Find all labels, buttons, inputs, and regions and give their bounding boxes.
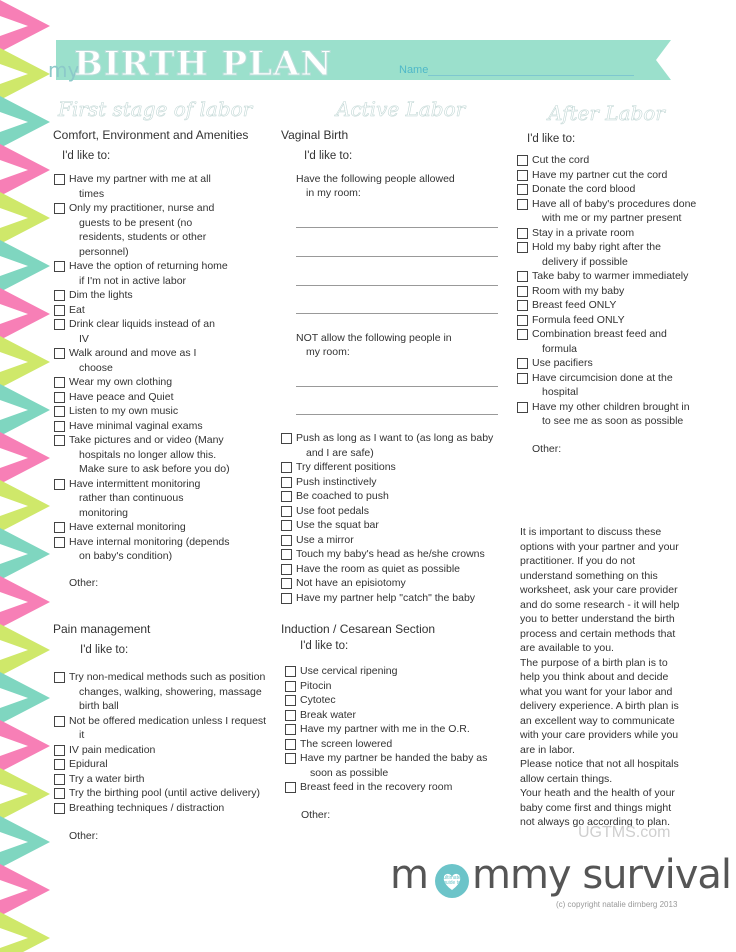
checklist-item bbox=[281, 475, 506, 490]
checklist-item-text: Have my partner be handed the baby as bbox=[300, 752, 488, 764]
checkbox[interactable] bbox=[285, 710, 296, 721]
checklist-item bbox=[517, 371, 702, 400]
chevron-stripe bbox=[0, 528, 50, 580]
checkbox[interactable] bbox=[517, 286, 528, 297]
checklist-item-text: Have intermittent monitoring bbox=[69, 477, 201, 490]
checklist-item-text: Use cervical ripening bbox=[300, 665, 398, 677]
checklist-item-text: Have peace and Quiet bbox=[69, 390, 174, 403]
checklist-item bbox=[285, 664, 510, 679]
checkbox[interactable] bbox=[517, 242, 528, 253]
checklist-item bbox=[285, 708, 510, 723]
checklist-item-text: Push as long as I want to (as long as baby bbox=[296, 432, 494, 444]
checklist-item bbox=[54, 404, 259, 419]
title-prefix: my bbox=[48, 58, 80, 82]
checklist-item bbox=[54, 477, 259, 521]
checkbox[interactable] bbox=[517, 315, 528, 326]
checklist-item-text: Have my partner with me in the O.R. bbox=[300, 723, 470, 735]
checklist-item bbox=[285, 737, 510, 752]
checklist-item bbox=[285, 780, 510, 795]
heart-logo-text: ultimate guide to bbox=[443, 875, 461, 886]
checklist-item bbox=[54, 375, 259, 390]
checklist-item-text: Cytotec bbox=[300, 694, 336, 706]
checklist-item bbox=[54, 801, 279, 816]
checklist-item-text: Take pictures and or video (Many bbox=[69, 434, 224, 446]
checkbox[interactable] bbox=[517, 373, 528, 384]
checkbox[interactable] bbox=[285, 695, 296, 706]
push-checklist bbox=[281, 431, 506, 605]
logo-text-right: mmy survival bbox=[472, 852, 732, 898]
info-line: The purpose of a birth plan is to bbox=[520, 656, 668, 669]
checkbox[interactable] bbox=[281, 433, 292, 444]
allowed-text-1: Have the following people allowed bbox=[296, 173, 455, 185]
checklist-item-text: if I'm not in active labor bbox=[79, 274, 187, 287]
checklist-item bbox=[281, 547, 506, 562]
checkbox[interactable] bbox=[54, 348, 65, 359]
induction-like-label: I'd like to: bbox=[300, 640, 349, 652]
allowed-line-4[interactable] bbox=[296, 313, 498, 314]
notallowed-text-1: NOT allow the following people in bbox=[296, 332, 452, 344]
checkbox[interactable] bbox=[285, 739, 296, 750]
checklist-item-text: Wear my own clothing bbox=[69, 376, 173, 388]
checkbox[interactable] bbox=[285, 681, 296, 692]
checklist-item-text: formula bbox=[542, 342, 578, 355]
comfort-checklist bbox=[54, 172, 259, 564]
checklist-item-text: residents, students or other bbox=[79, 231, 207, 243]
comfort-section-title: Comfort, Environment and Amenities bbox=[53, 128, 249, 142]
info-line: delivery experience. A birth plan is bbox=[520, 700, 679, 712]
checklist-item bbox=[517, 197, 702, 226]
allowed-line-1[interactable] bbox=[296, 227, 498, 228]
checklist-item-text: Breathing techniques / distraction bbox=[69, 801, 225, 814]
checklist-item bbox=[54, 772, 279, 787]
chevron-stripe bbox=[0, 672, 50, 724]
checklist-item bbox=[281, 576, 506, 591]
info-line: worksheet, ask your care provider bbox=[520, 584, 678, 596]
chevron-stripe bbox=[0, 576, 50, 628]
chevron-stripe bbox=[0, 288, 50, 340]
checklist-item bbox=[54, 172, 259, 201]
checkbox[interactable] bbox=[517, 155, 528, 166]
checklist-item-text: Dim the lights bbox=[69, 289, 133, 301]
logo-text-left: m bbox=[390, 852, 428, 898]
checklist-item-text: Use pacifiers bbox=[532, 357, 593, 369]
checkbox[interactable] bbox=[54, 672, 65, 683]
checkbox[interactable] bbox=[281, 520, 292, 531]
checklist-item bbox=[54, 714, 279, 743]
checklist-item bbox=[517, 356, 702, 371]
checklist-item bbox=[54, 535, 259, 564]
chevron-stripe bbox=[0, 240, 50, 292]
checklist-item-text: choose bbox=[79, 361, 113, 374]
checklist-item-text: Make sure to ask before you do) bbox=[79, 463, 230, 475]
checklist-item-text: soon as possible bbox=[310, 766, 389, 779]
checklist-item-text: Formula feed ONLY bbox=[532, 313, 625, 326]
allowed-line-2[interactable] bbox=[296, 256, 498, 257]
checkbox[interactable] bbox=[54, 319, 65, 330]
checkbox[interactable] bbox=[54, 759, 65, 770]
checkbox[interactable] bbox=[281, 549, 292, 560]
checklist-item bbox=[54, 520, 259, 535]
pain-section-title: Pain management bbox=[53, 622, 151, 636]
checklist-item bbox=[285, 679, 510, 694]
checkbox[interactable] bbox=[281, 578, 292, 589]
checkbox[interactable] bbox=[54, 435, 65, 446]
checklist-item bbox=[54, 757, 279, 772]
checklist-item-text: hospitals no longer allow this. bbox=[79, 448, 217, 461]
checklist-item bbox=[54, 317, 259, 346]
checklist-item bbox=[517, 298, 702, 313]
checkbox[interactable] bbox=[517, 271, 528, 282]
checkbox[interactable] bbox=[517, 402, 528, 413]
checklist-item bbox=[54, 433, 259, 477]
checkbox[interactable] bbox=[54, 522, 65, 533]
checklist-item bbox=[285, 722, 510, 737]
checkbox[interactable] bbox=[54, 261, 65, 272]
notallowed-line-2[interactable] bbox=[296, 414, 498, 415]
chevron-stripe bbox=[0, 720, 50, 772]
checkbox[interactable] bbox=[281, 535, 292, 546]
checklist-item-text: delivery if possible bbox=[542, 255, 628, 268]
checkbox[interactable] bbox=[54, 305, 65, 316]
checklist-item-text: Use the squat bar bbox=[296, 519, 379, 531]
checklist-item-text: Have my other children brought in bbox=[532, 400, 690, 413]
checklist-item bbox=[517, 327, 702, 356]
checklist-item-text: Combination breast feed and bbox=[532, 328, 667, 340]
checklist-item-text: birth ball bbox=[79, 700, 119, 712]
chevron-stripe bbox=[0, 144, 50, 196]
checklist-item bbox=[285, 693, 510, 708]
checklist-item-text: Stay in a private room bbox=[532, 226, 635, 239]
chevron-stripe bbox=[0, 96, 50, 148]
checkbox[interactable] bbox=[281, 593, 292, 604]
checkbox[interactable] bbox=[54, 788, 65, 799]
checklist-item bbox=[54, 259, 259, 288]
chevron-stripe bbox=[0, 192, 50, 244]
checklist-item-text: Have my partner cut the cord bbox=[532, 168, 668, 181]
after-other-label: Other: bbox=[532, 443, 562, 455]
checkbox[interactable] bbox=[54, 290, 65, 301]
chevron-stripe bbox=[0, 384, 50, 436]
checklist-item-text: to see me as soon as possible bbox=[542, 415, 684, 427]
chevron-stripe bbox=[0, 864, 50, 916]
checklist-item-text: Eat bbox=[69, 303, 85, 316]
chevron-stripe bbox=[0, 336, 50, 388]
allowed-text-2: in my room: bbox=[306, 187, 361, 199]
info-line: what you want for your labor and bbox=[520, 685, 673, 698]
chevron-stripe bbox=[0, 480, 50, 532]
checklist-item bbox=[517, 226, 702, 241]
induction-section-title: Induction / Cesarean Section bbox=[281, 622, 436, 636]
checkbox[interactable] bbox=[517, 358, 528, 369]
checklist-item-text: and I are safe) bbox=[306, 446, 374, 459]
checkbox[interactable] bbox=[281, 477, 292, 488]
checkbox[interactable] bbox=[54, 203, 65, 214]
checkbox[interactable] bbox=[517, 300, 528, 311]
checklist-item bbox=[54, 786, 279, 801]
checkbox[interactable] bbox=[281, 564, 292, 575]
checklist-item-text: Breast feed ONLY bbox=[532, 299, 617, 311]
page-title: BIRTH PLAN bbox=[74, 44, 333, 84]
checkbox[interactable] bbox=[281, 506, 292, 517]
checklist-item bbox=[517, 182, 702, 197]
info-line: options with your partner and your bbox=[520, 540, 679, 553]
heading-after-labor: After Labor bbox=[548, 101, 665, 125]
checklist-item-text: on baby's condition) bbox=[79, 550, 173, 562]
checklist-item bbox=[281, 591, 506, 606]
checklist-item bbox=[281, 518, 506, 533]
checklist-item-text: The screen lowered bbox=[300, 737, 393, 750]
checklist-item-text: Have external monitoring bbox=[69, 521, 186, 533]
checklist-item-text: Room with my baby bbox=[532, 284, 625, 297]
info-line: are available to you. bbox=[520, 642, 614, 654]
notallowed-line-1[interactable] bbox=[296, 386, 498, 387]
checklist-item bbox=[54, 346, 259, 375]
checkbox[interactable] bbox=[54, 803, 65, 814]
chevron-stripe bbox=[0, 768, 50, 820]
checklist-item-text: Only my practitioner, nurse and bbox=[69, 202, 215, 214]
checklist-item bbox=[517, 153, 702, 168]
checklist-item bbox=[285, 751, 510, 780]
comfort-like-label: I'd like to: bbox=[62, 150, 111, 162]
checklist-item-text: personnel) bbox=[79, 245, 129, 258]
checklist-item-text: Have the room as quiet as possible bbox=[296, 562, 461, 575]
checkbox[interactable] bbox=[54, 377, 65, 388]
checkbox[interactable] bbox=[285, 724, 296, 735]
chevron-stripe bbox=[0, 816, 50, 868]
checklist-item bbox=[54, 670, 279, 714]
checklist-item bbox=[54, 288, 259, 303]
checkbox[interactable] bbox=[517, 184, 528, 195]
checklist-item-text: Listen to my own music bbox=[69, 405, 179, 417]
info-line: understand something on this bbox=[520, 569, 658, 582]
checklist-item-text: Have my partner with me at all bbox=[69, 173, 211, 185]
checklist-item-text: Hold my baby right after the bbox=[532, 241, 661, 253]
info-line: process and certain methods that bbox=[520, 627, 676, 640]
pain-other-label: Other: bbox=[69, 830, 99, 842]
checklist-item bbox=[517, 240, 702, 269]
chevron-stripe bbox=[0, 432, 50, 484]
checklist-item bbox=[54, 303, 259, 318]
checkbox[interactable] bbox=[54, 745, 65, 756]
checklist-item-text: Try a water birth bbox=[69, 772, 145, 785]
checklist-item-text: Walk around and move as I bbox=[69, 347, 197, 359]
pain-checklist bbox=[54, 670, 279, 815]
checklist-item-text: Not have an episiotomy bbox=[296, 577, 406, 589]
checklist-item bbox=[281, 504, 506, 519]
vaginal-section-title: Vaginal Birth bbox=[281, 128, 349, 142]
comfort-other-label: Other: bbox=[69, 577, 99, 589]
checkbox[interactable] bbox=[54, 479, 65, 490]
checklist-item-text: Take baby to warmer immediately bbox=[532, 270, 689, 282]
chevron-stripe bbox=[0, 624, 50, 676]
checklist-item-text: IV pain medication bbox=[69, 743, 156, 756]
info-line: It is important to discuss these bbox=[520, 526, 662, 538]
checklist-item-text: Breast feed in the recovery room bbox=[300, 781, 453, 793]
info-line: Please notice that not all hospitals bbox=[520, 758, 679, 770]
checklist-item-text: Drink clear liquids instead of an bbox=[69, 318, 215, 330]
checklist-item-text: it bbox=[79, 729, 85, 741]
checklist-item bbox=[517, 400, 702, 429]
checklist-item-text: Have minimal vaginal exams bbox=[69, 419, 203, 432]
info-line: baby come first and things might bbox=[520, 801, 672, 814]
checkbox[interactable] bbox=[285, 666, 296, 677]
heading-first-stage: First stage of labor bbox=[58, 97, 253, 121]
info-line: and do some research - it will help bbox=[520, 598, 680, 611]
checklist-item-text: Not be offered medication unless I request bbox=[69, 714, 267, 727]
checklist-item-text: Epidural bbox=[69, 758, 108, 770]
checkbox[interactable] bbox=[54, 716, 65, 727]
checkbox[interactable] bbox=[54, 421, 65, 432]
info-line: practitioner. If you do not bbox=[520, 555, 635, 567]
checkbox[interactable] bbox=[517, 170, 528, 181]
after-like-label: I'd like to: bbox=[527, 133, 576, 145]
after-checklist bbox=[517, 153, 702, 429]
checklist-item-text: Push instinctively bbox=[296, 475, 377, 488]
chevron-stripe bbox=[0, 912, 50, 952]
checklist-item-text: Use foot pedals bbox=[296, 504, 369, 517]
chevron-stripe bbox=[0, 48, 50, 100]
checklist-item-text: Have the option of returning home bbox=[69, 260, 228, 272]
checklist-item-text: rather than continuous bbox=[79, 492, 184, 504]
checklist-item-text: Have circumcision done at the bbox=[532, 371, 673, 384]
checklist-item-text: monitoring bbox=[79, 506, 129, 519]
checklist-item-text: Touch my baby's head as he/she crowns bbox=[296, 548, 485, 560]
checklist-item bbox=[281, 489, 506, 504]
name-field[interactable] bbox=[428, 75, 634, 76]
checklist-item bbox=[281, 562, 506, 577]
checklist-item-text: guests to be present (no bbox=[79, 216, 193, 229]
checkbox[interactable] bbox=[54, 406, 65, 417]
checklist-item-text: Try different positions bbox=[296, 461, 396, 473]
info-line: are in labor. bbox=[520, 743, 575, 756]
vaginal-like-label: I'd like to: bbox=[304, 150, 353, 162]
checkbox[interactable] bbox=[517, 228, 528, 239]
checklist-item-text: Be coached to push bbox=[296, 490, 389, 502]
checkbox[interactable] bbox=[517, 329, 528, 340]
checklist-item bbox=[281, 460, 506, 475]
info-line: allow certain things. bbox=[520, 772, 613, 785]
checklist-item bbox=[54, 419, 259, 434]
checklist-item-text: Donate the cord blood bbox=[532, 183, 636, 195]
checklist-item bbox=[54, 390, 259, 405]
chevron-stripe bbox=[0, 0, 50, 52]
checklist-item-text: IV bbox=[79, 332, 89, 345]
checklist-item bbox=[517, 284, 702, 299]
checkbox[interactable] bbox=[285, 782, 296, 793]
checklist-item bbox=[517, 269, 702, 284]
induction-checklist bbox=[285, 664, 510, 795]
induction-other-label: Other: bbox=[301, 809, 331, 821]
info-line: not always go according to plan. bbox=[520, 816, 671, 828]
checklist-item-text: Use a mirror bbox=[296, 533, 354, 546]
checklist-item bbox=[281, 533, 506, 548]
info-line: with your care providers while you bbox=[520, 729, 679, 741]
checklist-item-text: times bbox=[79, 187, 105, 200]
checklist-item-text: Have my partner help "catch" the baby bbox=[296, 591, 476, 604]
checklist-item-text: hospital bbox=[542, 386, 579, 398]
checklist-item-text: Try non-medical methods such as position bbox=[69, 671, 266, 683]
checklist-item-text: Pitocin bbox=[300, 679, 332, 692]
checklist-item-text: Try the birthing pool (until active delivery) bbox=[69, 787, 261, 799]
site-name: UGTMS.com bbox=[578, 824, 671, 841]
checklist-item bbox=[54, 743, 279, 758]
checkbox[interactable] bbox=[281, 462, 292, 473]
checkbox[interactable] bbox=[285, 753, 296, 764]
checklist-item bbox=[281, 431, 506, 460]
checklist-item-text: Have internal monitoring (depends bbox=[69, 535, 230, 548]
info-line: help you think about and decide bbox=[520, 671, 669, 683]
checkbox[interactable] bbox=[54, 392, 65, 403]
checkbox[interactable] bbox=[54, 537, 65, 548]
info-line: you to better understand the birth bbox=[520, 613, 675, 625]
checklist-item bbox=[517, 168, 702, 183]
heading-active-labor: Active Labor bbox=[336, 97, 466, 121]
allowed-line-3[interactable] bbox=[296, 285, 498, 286]
checklist-item-text: with me or my partner present bbox=[542, 212, 682, 224]
checkbox[interactable] bbox=[54, 174, 65, 185]
checklist-item bbox=[517, 313, 702, 328]
checklist-item-text: Have all of baby's procedures done bbox=[532, 197, 697, 210]
checkbox[interactable] bbox=[54, 774, 65, 785]
checkbox[interactable] bbox=[281, 491, 292, 502]
name-label: Name bbox=[399, 64, 429, 76]
info-line: Your heath and the health of your bbox=[520, 787, 675, 799]
chevron-border bbox=[0, 0, 60, 952]
checklist-item-text: changes, walking, showering, massage bbox=[79, 685, 262, 698]
checkbox[interactable] bbox=[517, 199, 528, 210]
notallowed-text-2: my room: bbox=[306, 346, 350, 358]
pain-like-label: I'd like to: bbox=[80, 644, 129, 656]
info-line: an excellent way to communicate bbox=[520, 714, 675, 727]
checklist-item bbox=[54, 201, 259, 259]
copyright-text: (c) copyright natalie dirnberg 2013 bbox=[556, 900, 678, 909]
checklist-item-text: Cut the cord bbox=[532, 154, 590, 166]
checklist-item-text: Break water bbox=[300, 708, 357, 721]
info-paragraph bbox=[520, 525, 690, 830]
